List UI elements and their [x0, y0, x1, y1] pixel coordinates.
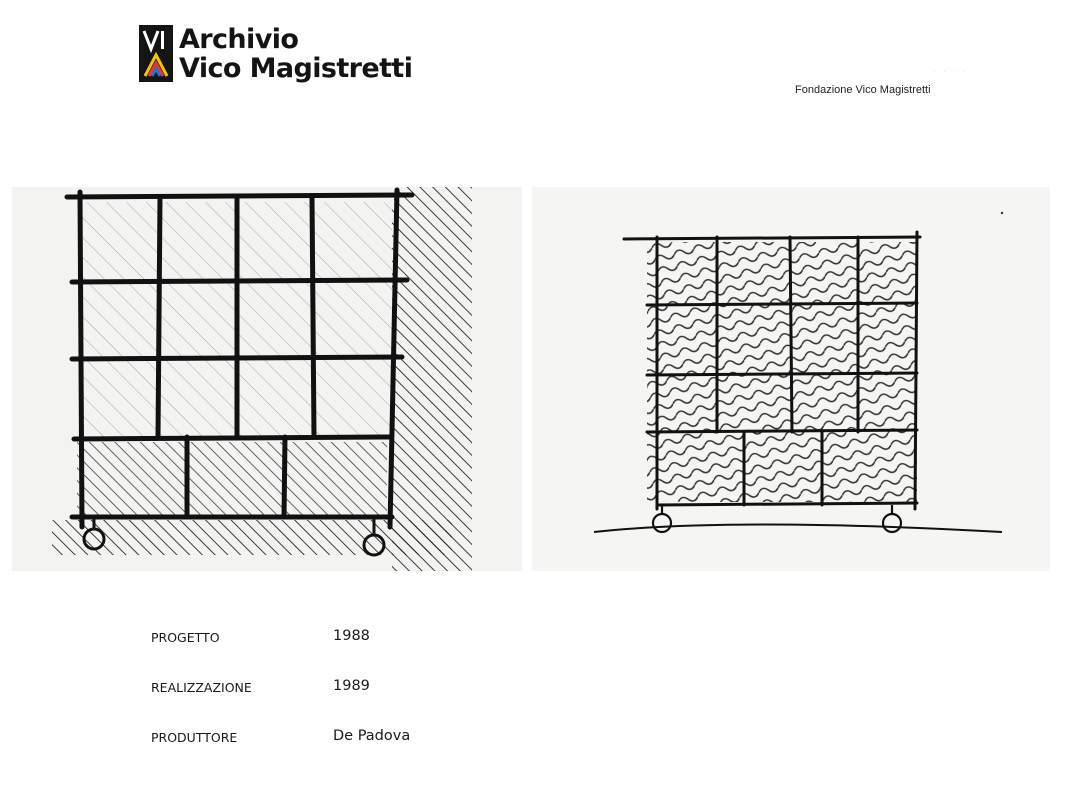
archive-logo [139, 25, 412, 83]
detail-label: PROGETTO [151, 630, 220, 645]
foundation-name: Fondazione Vico Magistretti [795, 84, 931, 96]
decorative-dots: · · · · [934, 69, 968, 75]
detail-label: PRODUTTORE [151, 730, 238, 745]
vm-logo-mark-icon [139, 25, 173, 82]
logo-line-2: Vico Magistretti [179, 53, 413, 84]
logo-line-1: Archivio [179, 24, 299, 55]
left-sketch [12, 187, 522, 571]
left-sketch-drawing [12, 187, 522, 571]
detail-value: 1988 [333, 628, 370, 644]
detail-value: De Padova [333, 728, 411, 744]
right-sketch-drawing [532, 187, 1050, 571]
detail-value: 1989 [333, 678, 370, 694]
logo-wordmark [179, 25, 412, 83]
right-sketch [532, 187, 1050, 571]
detail-label: REALIZZAZIONE [151, 680, 252, 695]
